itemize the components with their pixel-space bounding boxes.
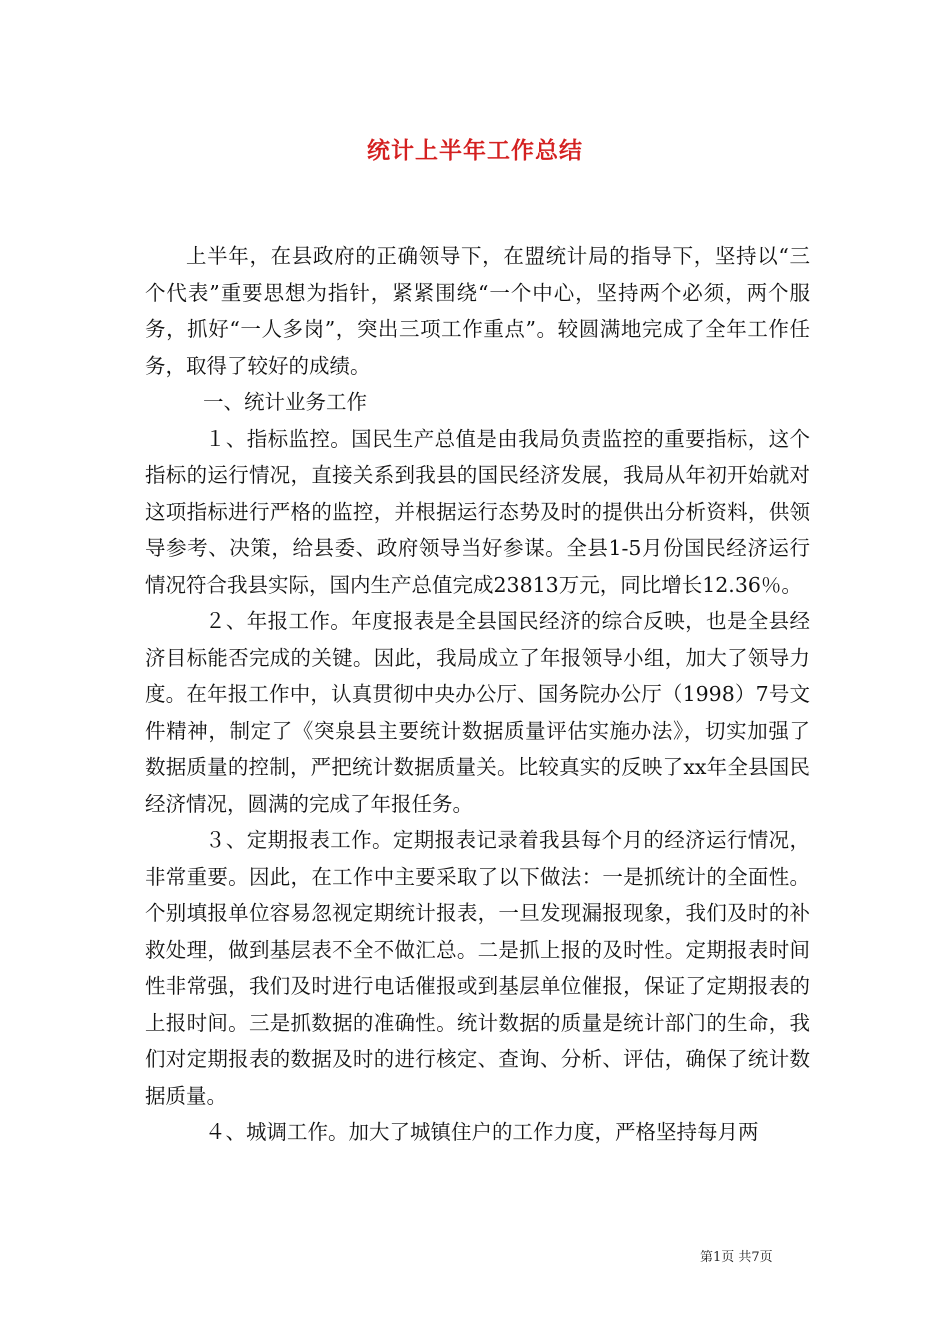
paragraph-item-3: ３、定期报表工作。定期报表记录着我县每个月的经济运行情况，非常重要。因此，在工作中主要采取了以下做法：一是抓统计的全面性。个别填报单位容易忽视定期统计报表，一旦发现漏报现象，我们及时的补救处理，做到基层表不全不做汇总。二是抓上报的及时性。定期报表时间性非常强，我们及时进行电话催报或到基层单位催报，保证了定期报表的上报时间。三是抓数据的准确性。统计数据的质量是统计部门的生命，我们对定期报表的数据及时的进行核定、查询、分析、评估，确保了统计数据质量。 <box>145 828 810 1108</box>
paragraph-item-2: ２、年报工作。年度报表是全县国民经济的综合反映，也是全县经济目标能否完成的关键。因此，我局成立了年报领导小组，加大了领导力度。在年报工作中，认真贯彻中央办公厅、国务院办公厅（1998）7号文件精神，制定了《突泉县主要统计数据质量评估实施办法》，切实加强了数据质量的控制，严把统计数据质量关。比较真实的反映了xx年全县国民经济情况，圆满的完成了年报任务。 <box>145 609 810 816</box>
page-title: 统计上半年工作总结 <box>367 137 583 164</box>
section-heading: 一、统计业务工作 <box>203 390 367 414</box>
paragraph-intro: 上半年，在县政府的正确领导下，在盟统计局的指导下，坚持以“三个代表”重要思想为指针，紧紧围绕“一个中心，坚持两个必须，两个服务，抓好“一人多岗”，突出三项工作重点”。较圆满地完成了全年工作任务，取得了较好的成绩。 <box>145 244 810 378</box>
paragraph-item-1: １、指标监控。国民生产总值是由我局负责监控的重要指标，这个指标的运行情况，直接关系到我县的国民经济发展，我局从年初开始就对这项指标进行严格的监控，并根据运行态势及时的提供出分析资料，供领导参考、决策，给县委、政府领导当好参谋。全县1-5月份国民经济运行情况符合我县实际，国内生产总值完成23813万元，同比增长12.36％。 <box>145 426 810 597</box>
document-body <box>145 238 810 1151</box>
paragraph-item-4: ４、城调工作。加大了城镇住户的工作力度，严格坚持每月两 <box>205 1120 759 1144</box>
page-number: 第1页 共7页 <box>700 1250 773 1265</box>
